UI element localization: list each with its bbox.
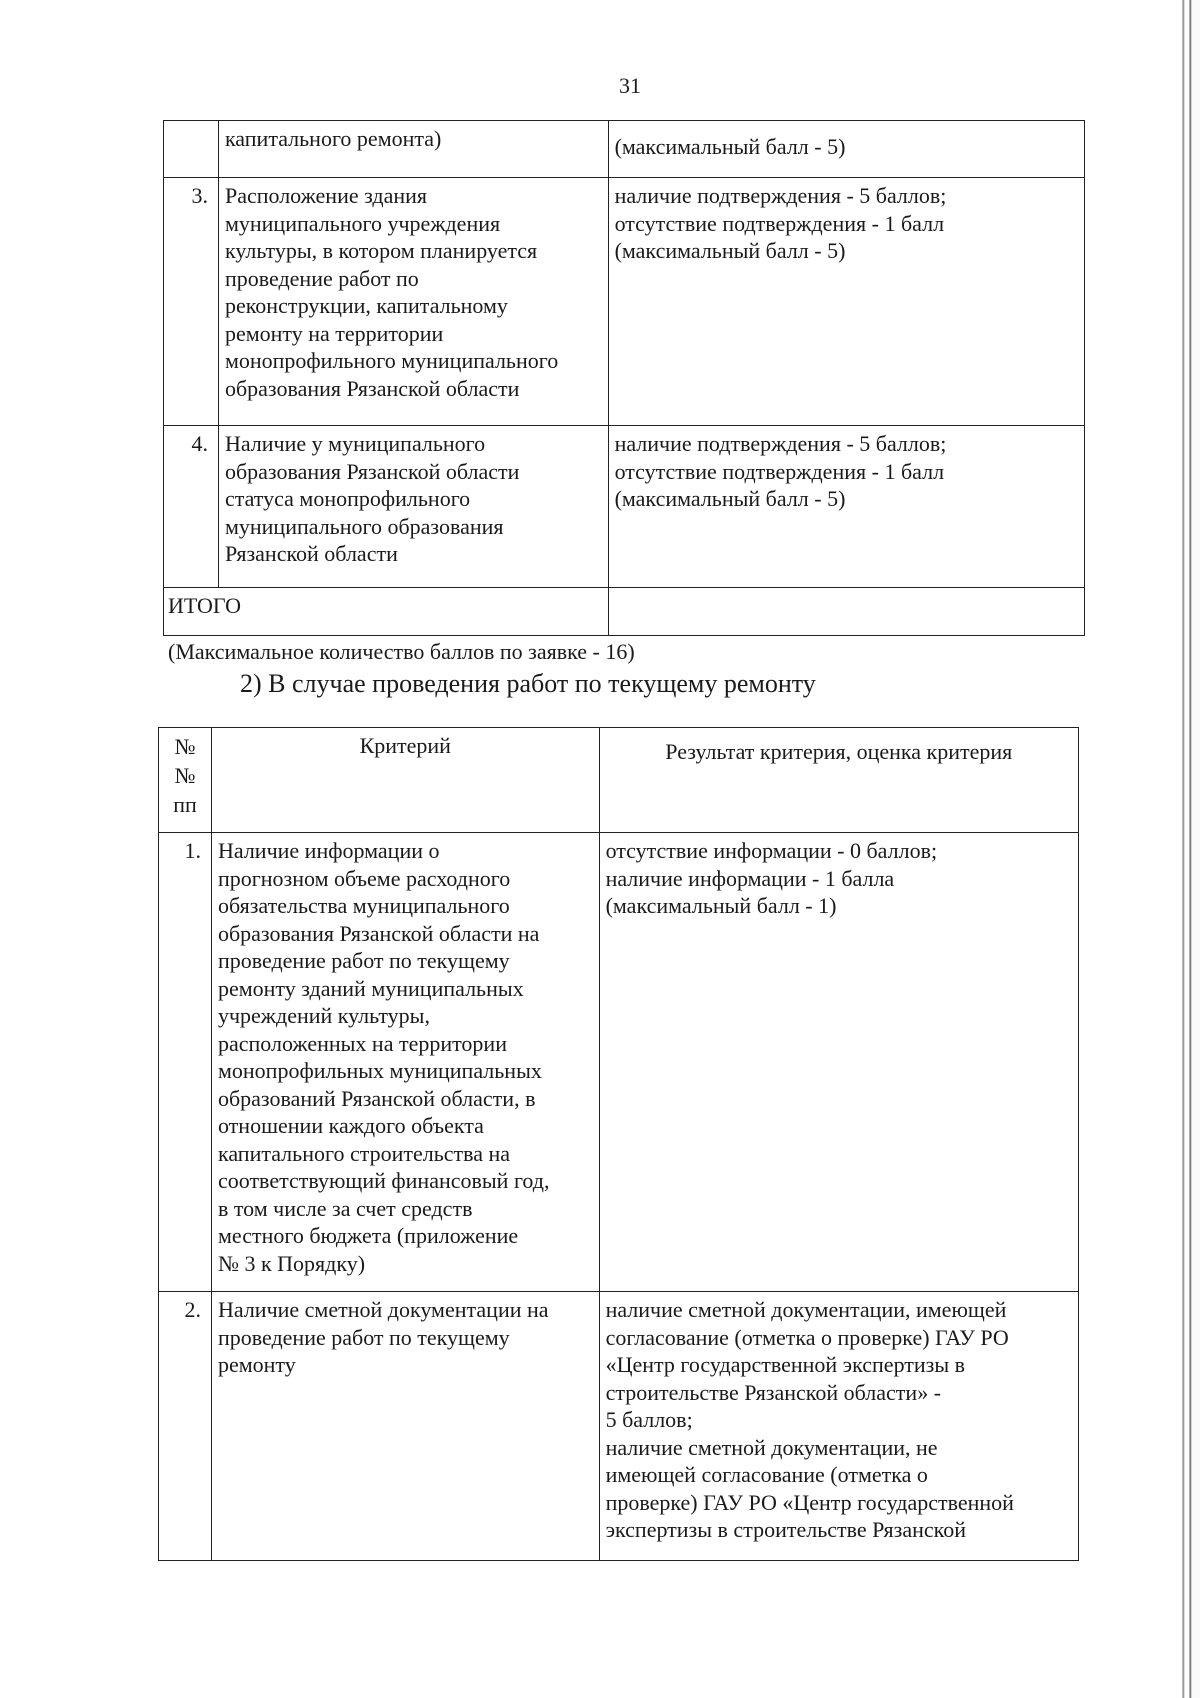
table-header-row xyxy=(159,728,1079,833)
result-line: (максимальный балл - 5) xyxy=(614,134,846,159)
result-line: (максимальный балл - 5) xyxy=(614,238,846,263)
criterion-line: Наличие сметной документации на xyxy=(217,1297,549,1322)
criterion-cell xyxy=(218,178,608,426)
max-score-note: (Максимальное количество баллов по заявке - 16) xyxy=(168,639,635,664)
table-row xyxy=(164,121,1085,178)
criterion-line: Наличие у муниципального xyxy=(224,431,486,456)
result-line: (максимальный балл - 5) xyxy=(614,486,846,511)
result-line: проверке) ГАУ РО «Центр государственной xyxy=(605,1489,1014,1515)
result-line: имеющей согласование (отметка о xyxy=(605,1462,928,1487)
criterion-cell xyxy=(211,1292,599,1561)
result-line: отсутствие информации - 0 баллов; xyxy=(605,838,938,863)
table-row xyxy=(164,178,1085,426)
row-number: 1. xyxy=(159,833,212,1292)
result-line: экспертизы в строительстве Рязанской xyxy=(605,1517,966,1542)
criterion-line: реконструкции, капитальному xyxy=(224,293,508,318)
result-line: отсутствие подтверждения - 1 балл xyxy=(614,458,945,484)
criterion-line: расположенных на территории xyxy=(217,1030,507,1056)
scan-edge-decoration xyxy=(1174,0,1200,1698)
row-number: 4. xyxy=(164,426,219,588)
criterion-line: проведение работ по текущему xyxy=(217,1324,510,1350)
criterion-line: Расположение здания xyxy=(224,183,428,208)
result-cell xyxy=(599,1292,1078,1561)
criterion-line: Рязанской области xyxy=(224,541,398,566)
criterion-line: ремонту зданий муниципальных xyxy=(217,975,524,1001)
result-line: «Центр государственной экспертизы в xyxy=(605,1352,966,1377)
result-line: наличие подтверждения - 5 баллов; xyxy=(614,183,947,208)
criterion-line: прогнозном объеме расходного xyxy=(217,865,511,891)
row-number: 2. xyxy=(159,1292,212,1561)
criterion-line: ремонту на территории xyxy=(224,320,444,346)
criterion-line: местного бюджета (приложение xyxy=(217,1223,519,1248)
criterion-line: обязательства муниципального xyxy=(217,893,510,918)
criterion-line: образования Рязанской области xyxy=(224,375,520,401)
criterion-line: учреждений культуры, xyxy=(217,1003,430,1028)
criterion-line: проведение работ по xyxy=(224,265,419,291)
table-row xyxy=(159,833,1079,1292)
criterion-line: капитального строительства на xyxy=(217,1140,511,1166)
result-line: наличие сметной документации, имеющей xyxy=(605,1297,1007,1322)
header-line: пп xyxy=(173,792,197,817)
result-line: 5 баллов; xyxy=(605,1407,693,1432)
criterion-line: № 3 к Порядку) xyxy=(217,1250,366,1276)
criterion-line: культуры, в котором планируется xyxy=(224,238,538,263)
criterion-line: в том числе за счет средств xyxy=(217,1195,473,1221)
row-number: 3. xyxy=(164,178,219,426)
section-heading: 2) В случае проведения работ по текущему ремонту xyxy=(240,669,816,698)
header-line: № xyxy=(174,763,196,788)
result-line: строительстве Рязанской области» - xyxy=(605,1379,942,1405)
criterion-line: Наличие информации о xyxy=(217,838,440,863)
total-label: ИТОГО xyxy=(164,588,609,636)
result-cell xyxy=(599,833,1078,1292)
criterion-line: соответствующий финансовый год, xyxy=(217,1168,550,1193)
result-line: (максимальный балл - 1) xyxy=(605,893,837,918)
result-cell xyxy=(608,121,1084,178)
total-value xyxy=(608,588,1084,636)
criterion-line: образования Рязанской области xyxy=(224,458,520,484)
column-header-criterion: Критерий xyxy=(211,728,599,833)
total-row xyxy=(164,588,1085,636)
criterion-line: образований Рязанской области, в xyxy=(217,1085,536,1111)
result-cell xyxy=(608,178,1084,426)
table-row xyxy=(164,426,1085,588)
criterion-line: ремонту xyxy=(217,1352,296,1377)
criteria-table-capital-repair xyxy=(163,120,1085,636)
criterion-line: монопрофильных муниципальных xyxy=(217,1058,542,1083)
column-header-result: Результат критерия, оценка критерия xyxy=(599,728,1078,833)
column-header-number xyxy=(159,728,212,833)
criterion-line: муниципального образования xyxy=(224,513,504,539)
criterion-cell xyxy=(211,833,599,1292)
header-line: № xyxy=(174,734,196,759)
result-line: наличие информации - 1 балла xyxy=(605,865,895,891)
table-row xyxy=(159,1292,1079,1561)
criterion-line: отношении каждого объекта xyxy=(217,1113,484,1138)
result-line: наличие подтверждения - 5 баллов; xyxy=(614,431,947,456)
result-line: наличие сметной документации, не xyxy=(605,1434,938,1460)
criterion-line: монопрофильного муниципального xyxy=(224,348,559,373)
criterion-line: статуса монопрофильного xyxy=(224,486,471,511)
criterion-line: капитального ремонта) xyxy=(224,126,442,151)
row-number xyxy=(164,121,219,178)
criteria-table-current-repair xyxy=(158,727,1079,1561)
criterion-line: образования Рязанской области на xyxy=(217,920,540,946)
result-line: согласование (отметка о проверке) ГАУ РО xyxy=(605,1324,1009,1350)
criterion-cell xyxy=(218,426,608,588)
criterion-line: муниципального учреждения xyxy=(224,210,501,236)
criterion-line: проведение работ по текущему xyxy=(217,948,510,973)
result-cell xyxy=(608,426,1084,588)
page-number: 31 xyxy=(619,73,641,98)
result-line: отсутствие подтверждения - 1 балл xyxy=(614,210,945,236)
criterion-cell xyxy=(218,121,608,178)
